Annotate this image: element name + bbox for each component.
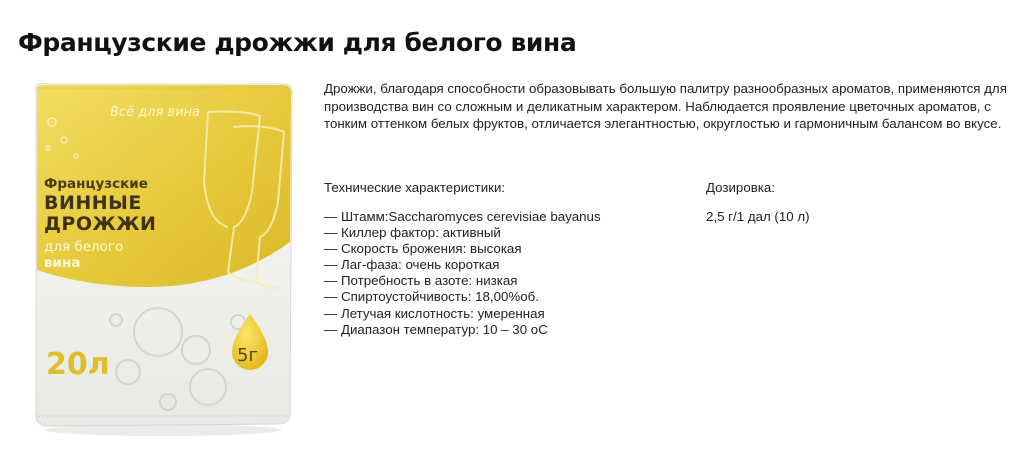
specs-heading: Технические характеристики: bbox=[324, 180, 506, 195]
package-weight: 5г bbox=[237, 345, 258, 366]
dosage-value: 2,5 г/1 дал (10 л) bbox=[706, 209, 810, 224]
package-line-2: ВИННЫЕ bbox=[44, 192, 142, 214]
package-brand-script: Всё для вина bbox=[110, 105, 201, 120]
page-title: Французские дрожжи для белого вина bbox=[18, 28, 577, 57]
spec-item: — Штамм:Saccharomyces cerevisiae bayanus bbox=[324, 209, 601, 224]
dosage-heading: Дозировка: bbox=[706, 180, 775, 195]
package-line-4: для белого bbox=[44, 239, 124, 255]
spec-item: — Спиртоустойчивость: 18,00%об. bbox=[324, 289, 539, 305]
spec-item: — Скорость брожения: высокая bbox=[324, 241, 522, 257]
package-volume: 20л bbox=[46, 347, 110, 382]
product-description: Дрожжи, благодаря способности образовывать большую палитру разнообразных ароматов, применяются для производства вин со сложным и деликатным характером. Наблюдается проявление цветочных ароматов, с тонким оттенком белых фруктов, отличается элегантностью, округлостью и гармоничным балансом во вкусе. bbox=[324, 81, 1007, 131]
package-line-1: Французские bbox=[44, 176, 148, 192]
spec-item: — Летучая кислотность: умеренная bbox=[324, 305, 545, 321]
package-line-3: ДРОЖЖИ bbox=[44, 213, 157, 235]
product-package-image bbox=[28, 82, 298, 437]
specs-list bbox=[324, 209, 601, 338]
spec-item: — Потребность в азоте: низкая bbox=[324, 273, 518, 289]
spec-item: — Лаг-фаза: очень короткая bbox=[324, 257, 500, 273]
spec-item: — Киллер фактор: активный bbox=[324, 225, 501, 241]
package-line-5: вина bbox=[44, 255, 81, 271]
spec-item: — Диапазон температур: 10 – 30 оС bbox=[324, 321, 548, 337]
